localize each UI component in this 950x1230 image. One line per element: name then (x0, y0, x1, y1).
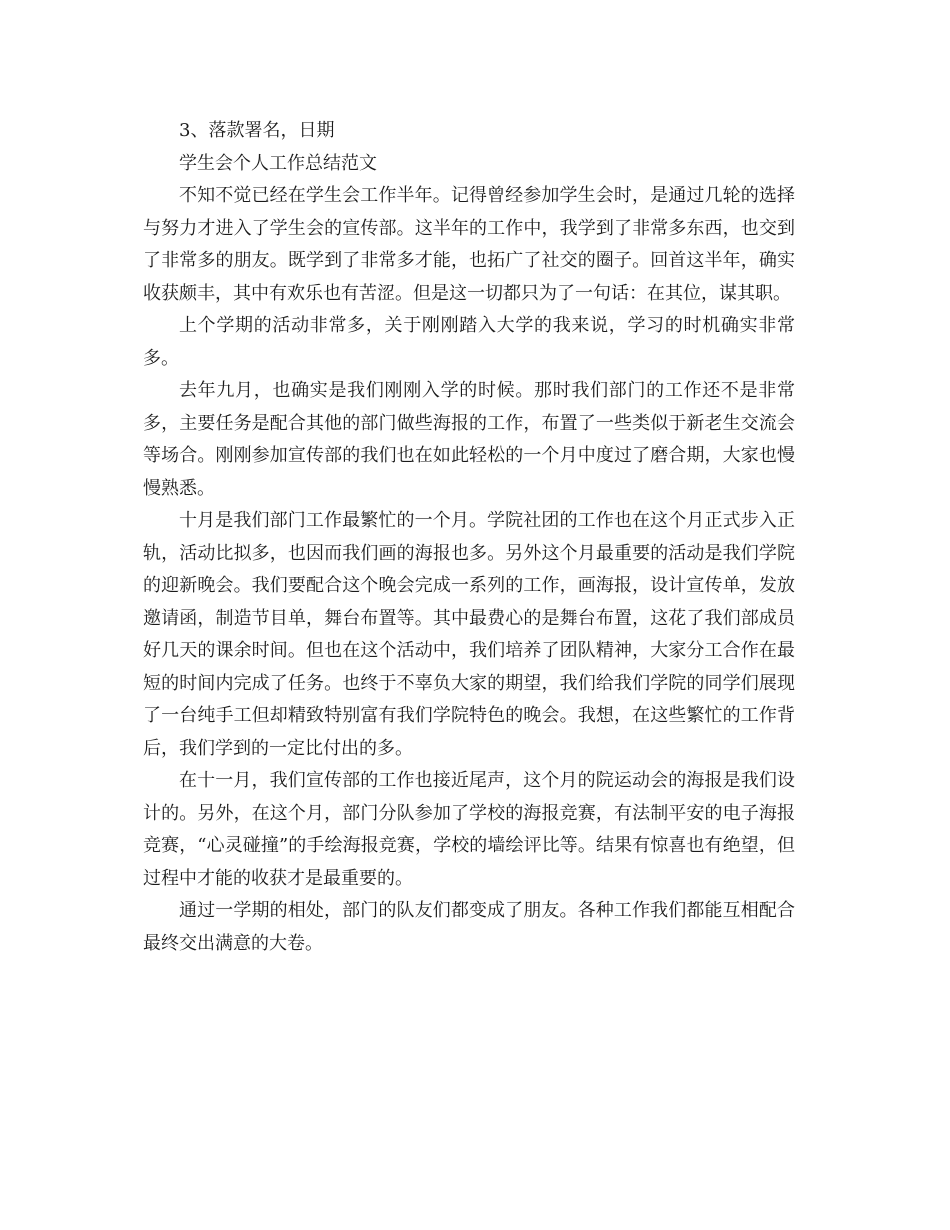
paragraph: 十月是我们部门工作最繁忙的一个月。学院社团的工作也在这个月正式步入正轨，活动比拟多，也因而我们画的海报也多。另外这个月最重要的活动是我们学院的迎新晚会。我们要配合这个晚会完成一系列的工作，画海报，设计宣传单，发放邀请函，制造节目单，舞台布置等。其中最费心的是舞台布置，这花了我们部成员好几天的课余时间。但也在这个活动中，我们培养了团队精神，大家分工合作在最短的时间内完成了任务。也终于不辜负大家的期望，我们给我们学院的同学们展现了一台纯手工但却精致特别富有我们学院特色的晚会。我想，在这些繁忙的工作背后，我们学到的一定比付出的多。 (143, 510, 795, 759)
document-body (143, 115, 795, 960)
item-heading: 3、落款署名，日期 (179, 120, 335, 141)
paragraph: 在十一月，我们宣传部的工作也接近尾声，这个月的院运动会的海报是我们设计的。另外，在这个月，部门分队参加了学校的海报竞赛，有法制平安的电子海报竞赛，“心灵碰撞”的手绘海报竞赛，学校的墙绘评比等。结果有惊喜也有绝望，但过程中才能的收获才是最重要的。 (143, 770, 795, 889)
paragraph: 不知不觉已经在学生会工作半年。记得曾经参加学生会时，是通过几轮的选择与努力才进入了学生会的宣传部。这半年的工作中，我学到了非常多东西，也交到了非常多的朋友。既学到了非常多才能，也拓广了社交的圈子。回首这半年，确实收获颇丰，其中有欢乐也有苦涩。但是这一切都只为了一句话：在其位，谋其职。 (143, 185, 795, 304)
article-title: 学生会个人工作总结范文 (179, 152, 377, 174)
paragraph: 去年九月，也确实是我们刚刚入学的时候。那时我们部门的工作还不是非常多，主要任务是配合其他的部门做些海报的工作，布置了一些类似于新老生交流会等场合。刚刚参加宣传部的我们也在如此轻松的一个月中度过了磨合期，大家也慢慢熟悉。 (143, 380, 795, 499)
paragraph: 通过一学期的相处，部门的队友们都变成了朋友。各种工作我们都能互相配合最终交出满意的大卷。 (143, 900, 795, 954)
paragraph: 上个学期的活动非常多，关于刚刚踏入大学的我来说，学习的时机确实非常多。 (143, 315, 795, 369)
